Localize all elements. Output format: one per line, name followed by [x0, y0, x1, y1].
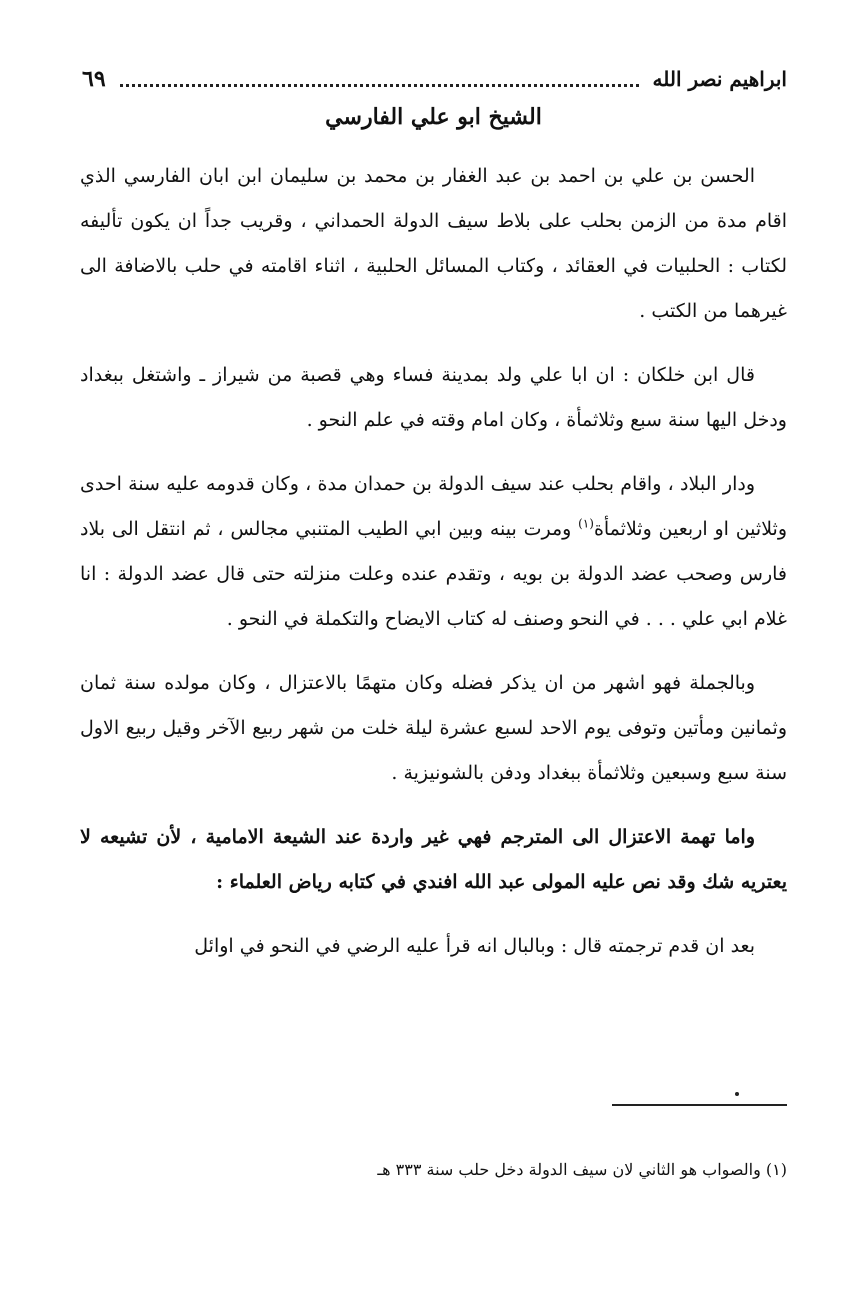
paragraph-3-part-2: ومرت بينه وبين ابي الطيب المتنبي مجالس ، ثم انتقل الى بلاد فارس وصحب عضد الدولة بن بويه ، وتقدم عنده وعلت منزلته حتى قال عضد الدولة : انا غلام ابي علي . . . في النحو وصنف له كتاب الايضاح والتكملة في النحو . — [80, 518, 787, 630]
running-header-author: ابراهيم نصر الله — [652, 67, 787, 91]
footnote-marker: (١) — [578, 516, 594, 531]
running-header — [82, 62, 787, 96]
body-text — [80, 154, 787, 988]
paragraph-6: بعد ان قدم ترجمته قال : وبالبال انه قرأ عليه الرضي في النحو في اوائل — [194, 935, 755, 957]
dot-leader — [120, 84, 639, 87]
paragraph-2: قال ابن خلكان : ان ابا علي ولد بمدينة فساء وهي قصبة من شيراز ـ واشتغل ببغداد ودخل اليها سنة سبع وثلاثمأة ، وكان امام وقته في علم النحو . — [80, 364, 787, 431]
section-title: الشيخ ابو علي الفارسي — [325, 104, 542, 130]
paragraph-1: الحسن بن علي بن احمد بن عبد الغفار بن محمد بن سليمان ابن ابان الفارسي الذي اقام مدة من الزمن بحلب على بلاط سيف الدولة الحمداني ، وقريب جداً ان يكون تأليفه لكتاب : الحلبيات في العقائد ، وكتاب المسائل الحلبية ، اثناء اقامته في حلب بالاضافة الى غيرهما من الكتب . — [80, 165, 787, 322]
footnote-dot — [735, 1092, 739, 1096]
paragraph-3-part-1: ودار البلاد ، واقام بحلب عند سيف الدولة بن حمدان مدة ، وكان قدومه عليه سنة احدى وثلاثين او اربعين وثلاثمأة — [80, 473, 788, 540]
paragraph-5: واما تهمة الاعتزال الى المترجم فهي غير واردة عند الشيعة الامامية ، لأن تشيعه لا يعتريه شك وقد نص عليه المولى عبد الله افندي في كتابه رياض العلماء : — [80, 826, 787, 893]
footnote: (١) والصواب هو الثاني لان سيف الدولة دخل حلب سنة ٣٣٣ هـ — [377, 1160, 787, 1179]
paragraph-3 — [80, 462, 787, 642]
footnote-rule — [612, 1104, 787, 1106]
page-number: ٦٩ — [82, 66, 106, 92]
paragraph-4: وبالجملة فهو اشهر من ان يذكر فضله وكان متهمًا بالاعتزال ، وكان مولده سنة ثمان وثمانين ومأتين وتوفى يوم الاحد لسبع عشرة ليلة خلت من شهر ربيع الآخر وقيل ربيع الاول سنة سبع وسبعين وثلاثمأة ببغداد ودفن بالشونيزية . — [80, 672, 787, 784]
